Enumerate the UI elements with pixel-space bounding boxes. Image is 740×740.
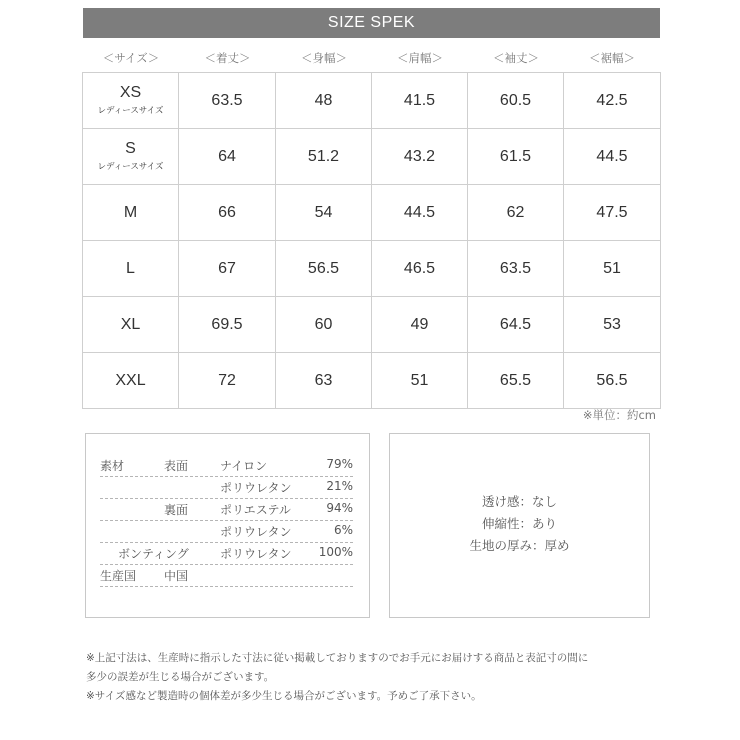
- material-percent: 21%: [326, 479, 353, 493]
- value-cell: 65.5: [468, 353, 564, 409]
- header-hem-width: ＜裾幅＞: [589, 51, 635, 65]
- material-percent: 100%: [318, 545, 353, 559]
- value-cell: 56.5: [564, 353, 661, 409]
- value-cell: 63: [276, 353, 372, 409]
- material-fiber: ポリウレタン: [220, 481, 292, 495]
- value-cell: 60.5: [468, 73, 564, 129]
- material-row: [100, 520, 353, 543]
- materials-box: [85, 433, 370, 618]
- header-body-width: ＜身幅＞: [301, 51, 347, 65]
- size-spec-title: SIZE SPEK: [83, 8, 660, 38]
- stretch-item: 伸縮性：あり: [481, 516, 557, 531]
- note-line: ※サイズ感など製造時の個体差が多少生じる場合がございます。予めご了承下さい。: [86, 690, 482, 702]
- material-fiber: ポリエステル: [220, 503, 291, 517]
- value-cell: 49: [372, 297, 468, 353]
- size-label: M: [83, 185, 179, 241]
- value-cell: 61.5: [468, 129, 564, 185]
- size-note: レディースサイズ: [97, 162, 164, 173]
- value-cell: 48: [276, 73, 372, 129]
- value-cell: 46.5: [372, 241, 468, 297]
- material-percent: 6%: [333, 523, 353, 537]
- size-table: [82, 72, 661, 409]
- value-cell: 69.5: [179, 297, 276, 353]
- header-size: ＜サイズ＞: [102, 51, 160, 65]
- value-cell: 67: [179, 241, 276, 297]
- value-cell: 51.2: [276, 129, 372, 185]
- material-row: [100, 476, 353, 499]
- note-line: 多少の誤差が生じる場合がございます。: [86, 671, 275, 683]
- table-row: [83, 185, 661, 241]
- value-cell: 64: [179, 129, 276, 185]
- value-cell: 44.5: [564, 129, 661, 185]
- header-sleeve-length: ＜袖丈＞: [493, 51, 539, 65]
- material-fiber: ナイロン: [220, 459, 268, 473]
- size-label: L: [83, 241, 179, 297]
- material-fiber: ポリウレタン: [220, 525, 292, 539]
- material-row: [100, 498, 353, 521]
- size-label: S: [125, 139, 136, 157]
- fabric-feel-list: [390, 491, 649, 557]
- material-label: 素材: [100, 459, 125, 473]
- material-percent: 94%: [326, 501, 353, 515]
- size-cell: [83, 129, 179, 185]
- size-note: レディースサイズ: [97, 106, 164, 117]
- header-shoulder-width: ＜肩幅＞: [397, 51, 443, 65]
- size-table-headers: [83, 50, 660, 70]
- table-row: [83, 353, 661, 409]
- material-row: [100, 454, 353, 477]
- value-cell: 41.5: [372, 73, 468, 129]
- size-cell: [83, 73, 179, 129]
- table-row: [83, 297, 661, 353]
- value-cell: 43.2: [372, 129, 468, 185]
- unit-note: ※単位：約cm: [582, 408, 656, 422]
- size-label: XL: [83, 297, 179, 353]
- header-length: ＜着丈＞: [204, 51, 251, 65]
- table-row: [83, 241, 661, 297]
- size-label: XXL: [83, 353, 179, 409]
- value-cell: 62: [468, 185, 564, 241]
- value-cell: 56.5: [276, 241, 372, 297]
- value-cell: 66: [179, 185, 276, 241]
- material-row: [100, 564, 353, 587]
- value-cell: 63.5: [179, 73, 276, 129]
- origin-label: 生産国: [100, 569, 137, 583]
- value-cell: 51: [564, 241, 661, 297]
- value-cell: 72: [179, 353, 276, 409]
- table-row: [83, 73, 661, 129]
- note-line: ※上記寸法は、生産時に指示した寸法に従い掲載しておりますのでお手元にお届けする商品と表記寸の間に: [86, 652, 589, 664]
- value-cell: 60: [276, 297, 372, 353]
- material-row: [100, 542, 353, 565]
- value-cell: 54: [276, 185, 372, 241]
- sheerness-item: 透け感：なし: [481, 494, 557, 509]
- value-cell: 53: [564, 297, 661, 353]
- size-label: XS: [119, 83, 142, 101]
- material-part: 裏面: [164, 503, 189, 517]
- origin-value: 中国: [164, 569, 189, 583]
- value-cell: 63.5: [468, 241, 564, 297]
- material-fiber: ポリウレタン: [220, 547, 292, 561]
- material-part: 表面: [164, 459, 189, 473]
- value-cell: 42.5: [564, 73, 661, 129]
- material-percent: 79%: [326, 457, 353, 471]
- material-part: ボンティング: [118, 547, 189, 561]
- table-row: [83, 129, 661, 185]
- fabric-feel-box: [389, 433, 650, 618]
- value-cell: 44.5: [372, 185, 468, 241]
- thickness-item: 生地の厚み：厚め: [469, 538, 570, 553]
- disclaimer-notes: [86, 649, 666, 706]
- value-cell: 51: [372, 353, 468, 409]
- value-cell: 64.5: [468, 297, 564, 353]
- value-cell: 47.5: [564, 185, 661, 241]
